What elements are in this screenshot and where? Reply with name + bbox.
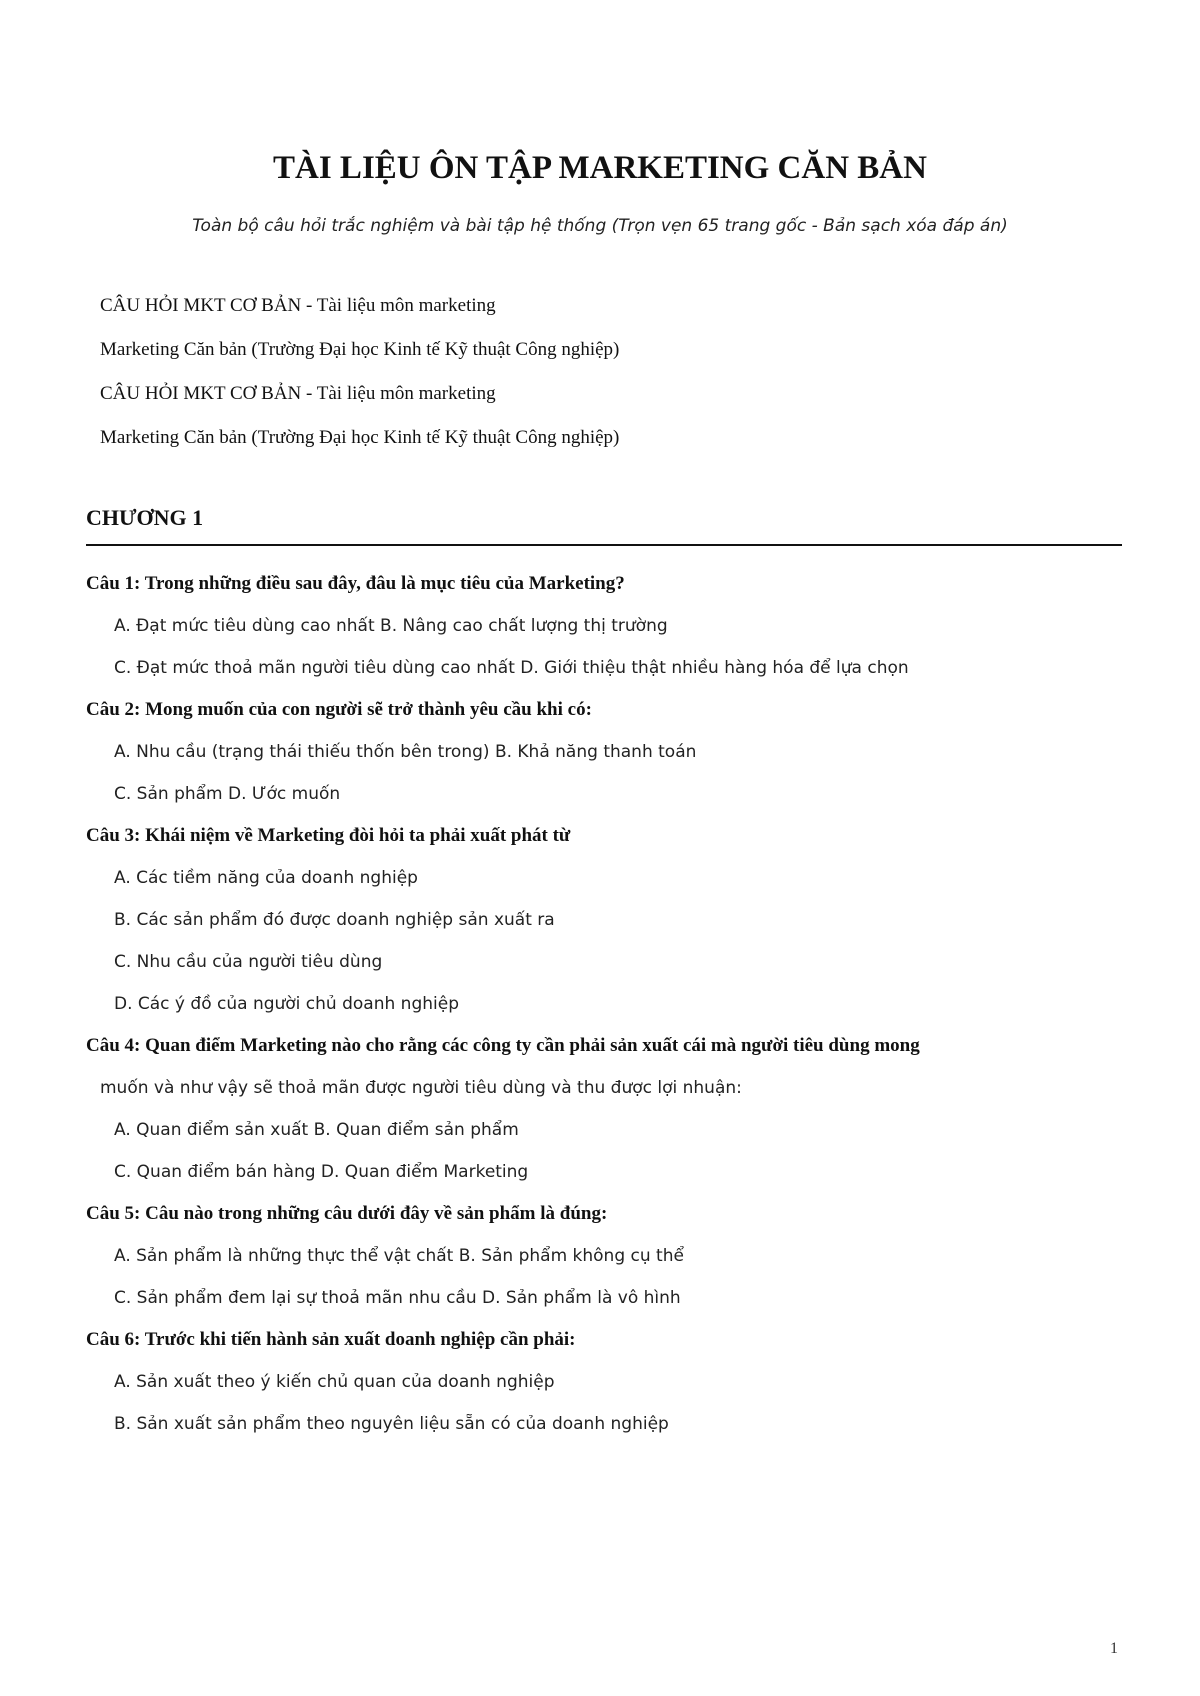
question-item	[86, 698, 1122, 806]
intro-line: CÂU HỎI MKT CƠ BẢN - Tài liệu môn marketing	[100, 295, 496, 316]
document-title: TÀI LIỆU ÔN TẬP MARKETING CĂN BẢN	[273, 150, 927, 186]
chapter-heading: CHƯƠNG 1	[86, 504, 1122, 546]
answer-option: A. Quan điểm sản xuất B. Quan điểm sản phẩm	[114, 1120, 519, 1140]
question-text: Câu 6: Trước khi tiến hành sản xuất doanh nghiệp cần phải:	[86, 1329, 576, 1350]
intro-block	[100, 294, 1100, 470]
question-text: Câu 2: Mong muốn của con người sẽ trở thành yêu cầu khi có:	[86, 699, 592, 720]
answer-option: B. Sản xuất sản phẩm theo nguyên liệu sẵn có của doanh nghiệp	[114, 1414, 669, 1434]
intro-line: Marketing Căn bản (Trường Đại học Kinh tế Kỹ thuật Công nghiệp)	[100, 427, 620, 448]
question-text: Câu 3: Khái niệm về Marketing đòi hỏi ta phải xuất phát từ	[86, 825, 571, 846]
answer-option: D. Các ý đồ của người chủ doanh nghiệp	[114, 994, 459, 1014]
question-text: Câu 4: Quan điểm Marketing nào cho rằng các công ty cần phải sản xuất cái mà người tiêu dùng mong	[86, 1035, 920, 1056]
answer-option: B. Các sản phẩm đó được doanh nghiệp sản xuất ra	[114, 910, 555, 930]
question-item	[86, 572, 1122, 680]
answer-option: A. Sản xuất theo ý kiến chủ quan của doanh nghiệp	[114, 1372, 555, 1392]
question-text: Câu 5: Câu nào trong những câu dưới đây về sản phẩm là đúng:	[86, 1203, 608, 1224]
intro-line: Marketing Căn bản (Trường Đại học Kinh tế Kỹ thuật Công nghiệp)	[100, 339, 620, 360]
question-item	[86, 1328, 1122, 1436]
answer-option: C. Quan điểm bán hàng D. Quan điểm Marketing	[114, 1162, 529, 1182]
intro-line: CÂU HỎI MKT CƠ BẢN - Tài liệu môn marketing	[100, 383, 496, 404]
chapter-section	[86, 504, 1122, 1454]
answer-option: C. Sản phẩm D. Ước muốn	[114, 784, 341, 804]
answer-option: A. Nhu cầu (trạng thái thiếu thốn bên trong) B. Khả năng thanh toán	[114, 742, 697, 762]
answer-option: C. Đạt mức thoả mãn người tiêu dùng cao nhất D. Giới thiệu thật nhiều hàng hóa để lựa chọn	[114, 658, 909, 678]
answer-option: C. Nhu cầu của người tiêu dùng	[114, 952, 383, 972]
page-number: 1	[1110, 1640, 1118, 1657]
answer-option: A. Các tiềm năng của doanh nghiệp	[114, 868, 418, 888]
question-item	[86, 824, 1122, 1016]
answer-option: C. Sản phẩm đem lại sự thoả mãn nhu cầu D. Sản phẩm là vô hình	[114, 1288, 681, 1308]
question-item	[86, 1202, 1122, 1310]
document-subtitle: Toàn bộ câu hỏi trắc nghiệm và bài tập hệ thống (Trọn vẹn 65 trang gốc - Bản sạch xóa đáp án)	[192, 216, 1008, 236]
question-list	[86, 572, 1122, 1436]
answer-option: A. Đạt mức tiêu dùng cao nhất B. Nâng cao chất lượng thị trường	[114, 616, 668, 636]
answer-option: A. Sản phẩm là những thực thể vật chất B. Sản phẩm không cụ thể	[114, 1246, 684, 1266]
question-item	[86, 1034, 1122, 1184]
question-continuation: muốn và như vậy sẽ thoả mãn được người tiêu dùng và thu được lợi nhuận:	[100, 1078, 742, 1098]
question-text: Câu 1: Trong những điều sau đây, đâu là mục tiêu của Marketing?	[86, 573, 625, 594]
